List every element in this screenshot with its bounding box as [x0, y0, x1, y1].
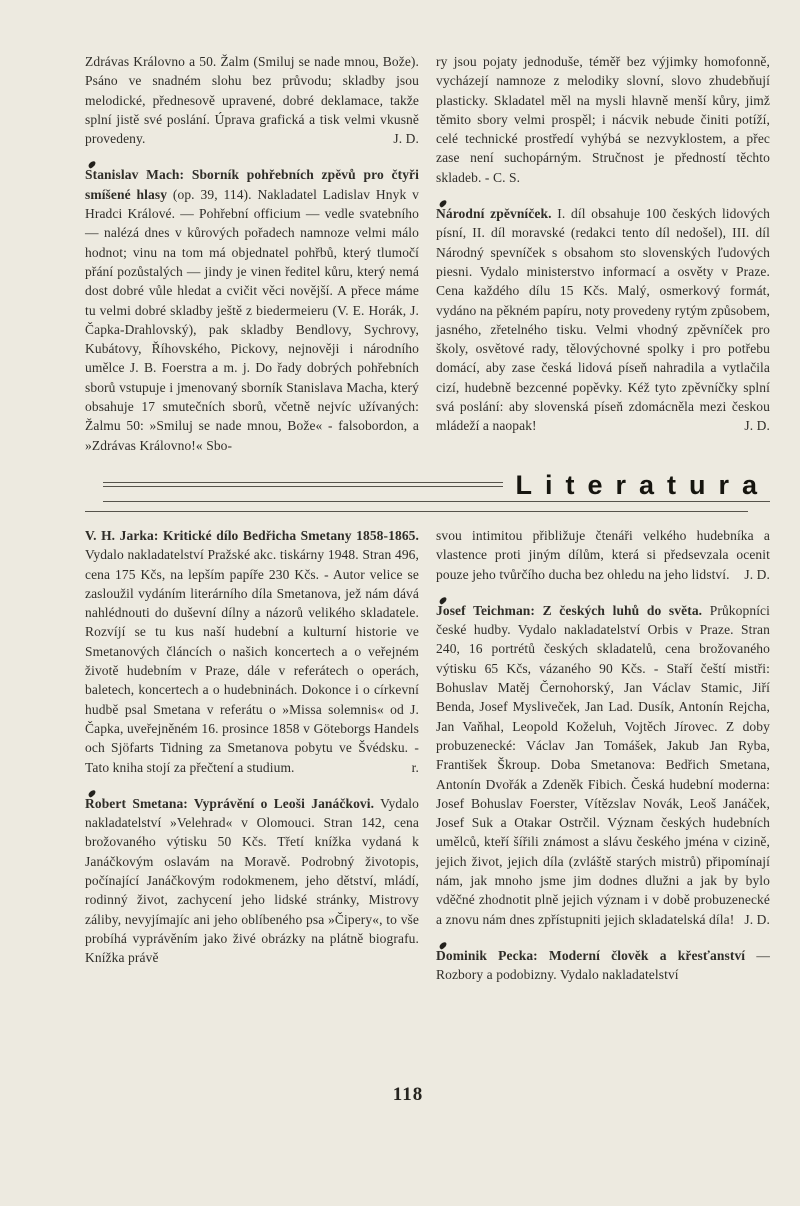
header-full-rule: [103, 501, 770, 502]
review-paragraph: [436, 204, 770, 436]
review-body: svou intimitou přibližuje čtenáři velkého hudebníka a vlastence proti jiným dílům, která si předsevzala ocenit pouze jeho tvůrčího ducha bez ohledu na jeho lidství.: [436, 527, 770, 582]
section-separator: [85, 148, 419, 165]
header-left-rule: [103, 482, 503, 487]
review-title: Robert Smetana: Vyprávění o Leoši Janáčkovi.: [85, 795, 375, 811]
review-paragraph: [85, 52, 419, 148]
header-row: [85, 471, 770, 499]
review-paragraph: [436, 601, 770, 929]
review-title: Dominik Pecka: Moderní člověk a křesťanství: [436, 947, 746, 963]
top-columns: [0, 0, 800, 455]
section-title: Literatura: [515, 469, 770, 500]
section-separator: [436, 187, 770, 204]
review-body: Průkopníci české hudby. Vydalo nakladatelství Orbis v Praze. Stran 240, 16 portrétů českých skladatelů, cena brožovaného výtisku 65 Kčs, vázaného 90 Kčs. - Staří čeští mistři: Bohuslav Matěj Černohorský, Jan Václav Stamic, Jiří Benda, Josef Mysliveček, Jan Lad. Dusík, Antonín Rejcha, Jan Vaňhal, Leopold Koželuh, Vojtěch Jírovec. Z doby probuzenecké: Václav Jan Tomášek, Jakub Jan Ryba, František Škroup. Doba Smetanova: Bedřich Smetana, Antonín Dvořák a Zdeněk Fibich. Česká hudební moderna: Josef Bohuslav Foerster, Vítězslav Novák, Leoš Janáček, Josef Suk a Otakar Ostrčil. Význam českých hudebních umělců, kteří šířili známost a slávu českého jména v cizině, jejich život, jejich díla (zvláště starých mistrů) připomínají nám, jak mnoho jsme jim dodnes dlužni a jak by bylo vděčné zhodnotit plně jejich význam i v době probuzenecké a znovu nám dnes zpřístupniti jejich skladatelská díla!: [436, 602, 770, 927]
review-title: V. H. Jarka: Kritické dílo Bedřicha Smetany 1858-1865.: [85, 527, 419, 543]
review-title: Josef Teichman: Z českých luhů do světa.: [436, 602, 703, 618]
section-separator: [85, 777, 419, 794]
reviewer-initials: J. D.: [744, 418, 770, 434]
review-body: (op. 39, 114). Nakladatel Ladislav Hnyk v Hradci Králové. — Pohřební officium — vedle svatebního — nalézá dnes v kůrových pořadech namnoze velmi málo hodnot; vinu na tom má objednatel pohřbů, který tlumočí přání pozůstalých — jindy je vinen ředitel kůru, který nemá dost dobré vůle hledat a cvičit věci novější. A přece máme tu velmi dobré skladby ještě z biedermeieru (V. E. Horák, J. Čapka-Drahlovský), pak skladby Bendlovy, Sychrovy, Kubátovy, Říhovského, Pickovy, nejnověji i národního umělce J. B. Foerstra a m. j. Do řady dobrých pohřebních sborů vstupuje i jmenovaný sborník Stanislava Macha, který obsahuje 17 smutečních sborů, včetně nejvíc užívaných: Žalmu 50: »Smiluj se nade mnou, Bože« - falsobordon, a »Zdrávas Královno!« Sbo-: [85, 186, 419, 453]
top-right-column: [436, 52, 770, 455]
section-separator: [436, 929, 770, 946]
section-header-literatura: [0, 455, 800, 526]
bottom-right-column: [436, 526, 770, 985]
review-body: I. díl obsahuje 100 českých lidových písní, II. díl moravské (redakci tento díl nedošel), III. díl Národný spevníček s obsahom sto slovenských ľudových piesni. Vydalo ministerstvo informací a osvěty v Praze. Cena každého dílu 15 Kčs. Malý, osmerkový formát, vydáno na pěkném papíru, noty provedeny rytým způsobem, jasného, zřetelného tisku. Velmi vhodný zpěvníček pro školy, osvětové rady, tělovýchovné spolky i pro potřebu domácí, aby zase česká lidová píseň nahradila a vytlačila cizí, hudebně bezcenné popěvky. Kéž tyto zpěvníčky splní svá poslání: aby slovenská píseň zdomácněla mezi českou mládeží a naopak!: [436, 206, 770, 434]
reviewer-initials: J. D.: [393, 131, 419, 147]
review-paragraph: [85, 794, 419, 968]
review-paragraph: [436, 946, 770, 985]
section-separator: [436, 584, 770, 601]
reviewer-initials: J. D.: [744, 911, 770, 927]
bottom-left-column: [85, 526, 419, 985]
review-body: — Rozbory a podobizny. Vydalo nakladatelství: [436, 947, 770, 983]
review-paragraph: [85, 165, 419, 454]
page-number: 118: [392, 1084, 424, 1105]
reviewer-initials: J. D.: [744, 566, 770, 582]
review-body: ry jsou pojaty jednoduše, téměř bez výjimky homofonně, vycházejí namnoze z melodiky slovní, slovo zhudebňují plasticky. Skladatel měl na mysli hlavně menší kůry, jimž těmito sbory velmi prospěl; i nácvik nebude činiti potíží, celé technické prostředí vyhýbá se nezvyklostem, a přec zase není suchopárným. Stručnost je předností těchto skladeb. - C. S.: [436, 54, 770, 185]
review-body: Zdrávas Královno a 50. Žalm (Smiluj se nade mnou, Bože). Psáno ve snadném slohu bez průvodu; skladby jsou melodické, přednesově upravené, dobré deklamace, takže splní jistě své poslání. Úprava grafická a tisk velmi vkusně provedeny.: [85, 54, 419, 147]
review-body: Vydalo nakladatelství »Velehrad« v Olomouci. Stran 142, cena brožovaného výtisku 50 Kčs. Třetí knížka vydaná k Janáčkovým oslavám na Moravě. Podrobný životopis, počínající Janáčkovým rodokmenem, jeho dětství, mládí, rodinný život, zachycení jeho lidské stránky, Mistrovy záliby, nevyjímajíc ani jeho oblíbeného psa »Čipery«, to vše probíhá vyprávěním jako živé obrázky na plátně biografu. Knížka právě: [85, 795, 419, 966]
bottom-columns: [0, 526, 800, 985]
reviewer-initials: r.: [411, 759, 419, 775]
review-paragraph: [85, 526, 419, 777]
top-left-column: [85, 52, 419, 455]
review-body: Vydalo nakladatelství Pražské akc. tiskárny 1948. Stran 496, cena 175 Kčs, na lepším papíře 230 Kčs. - Autor velice se zasloužil vydáním literárního díla Smetanova, jež nám dává nahlédnouti do duševní dílny a názorů velikého skladatele. Rozvíjí se tu kus naší hudební a kulturní historie ve Smetanových článcích o našich koncertech a o veřejném životě hudebním v Praze, dále v referátech o operách, baletech, koncertech a o hudebninách. Dokonce i o církevní hudbě psal Smetana v referátu o »Missa solemnis« od J. Čapka, uveřejněném 16. prosince 1858 v Göteborgs Handels och Sjöfarts Tidning za Smetanova pobytu ve Švédsku. - Tato kniha stojí za přečtení a studium.: [85, 547, 419, 775]
review-paragraph: [436, 526, 770, 584]
review-title: Národní zpěvníček.: [436, 206, 552, 222]
review-paragraph: [436, 52, 770, 187]
review-title: Stanislav Mach: Sborník pohřebních zpěvů pro čtyři smíšené hlasy: [85, 167, 419, 202]
header-second-rule: [85, 511, 748, 512]
